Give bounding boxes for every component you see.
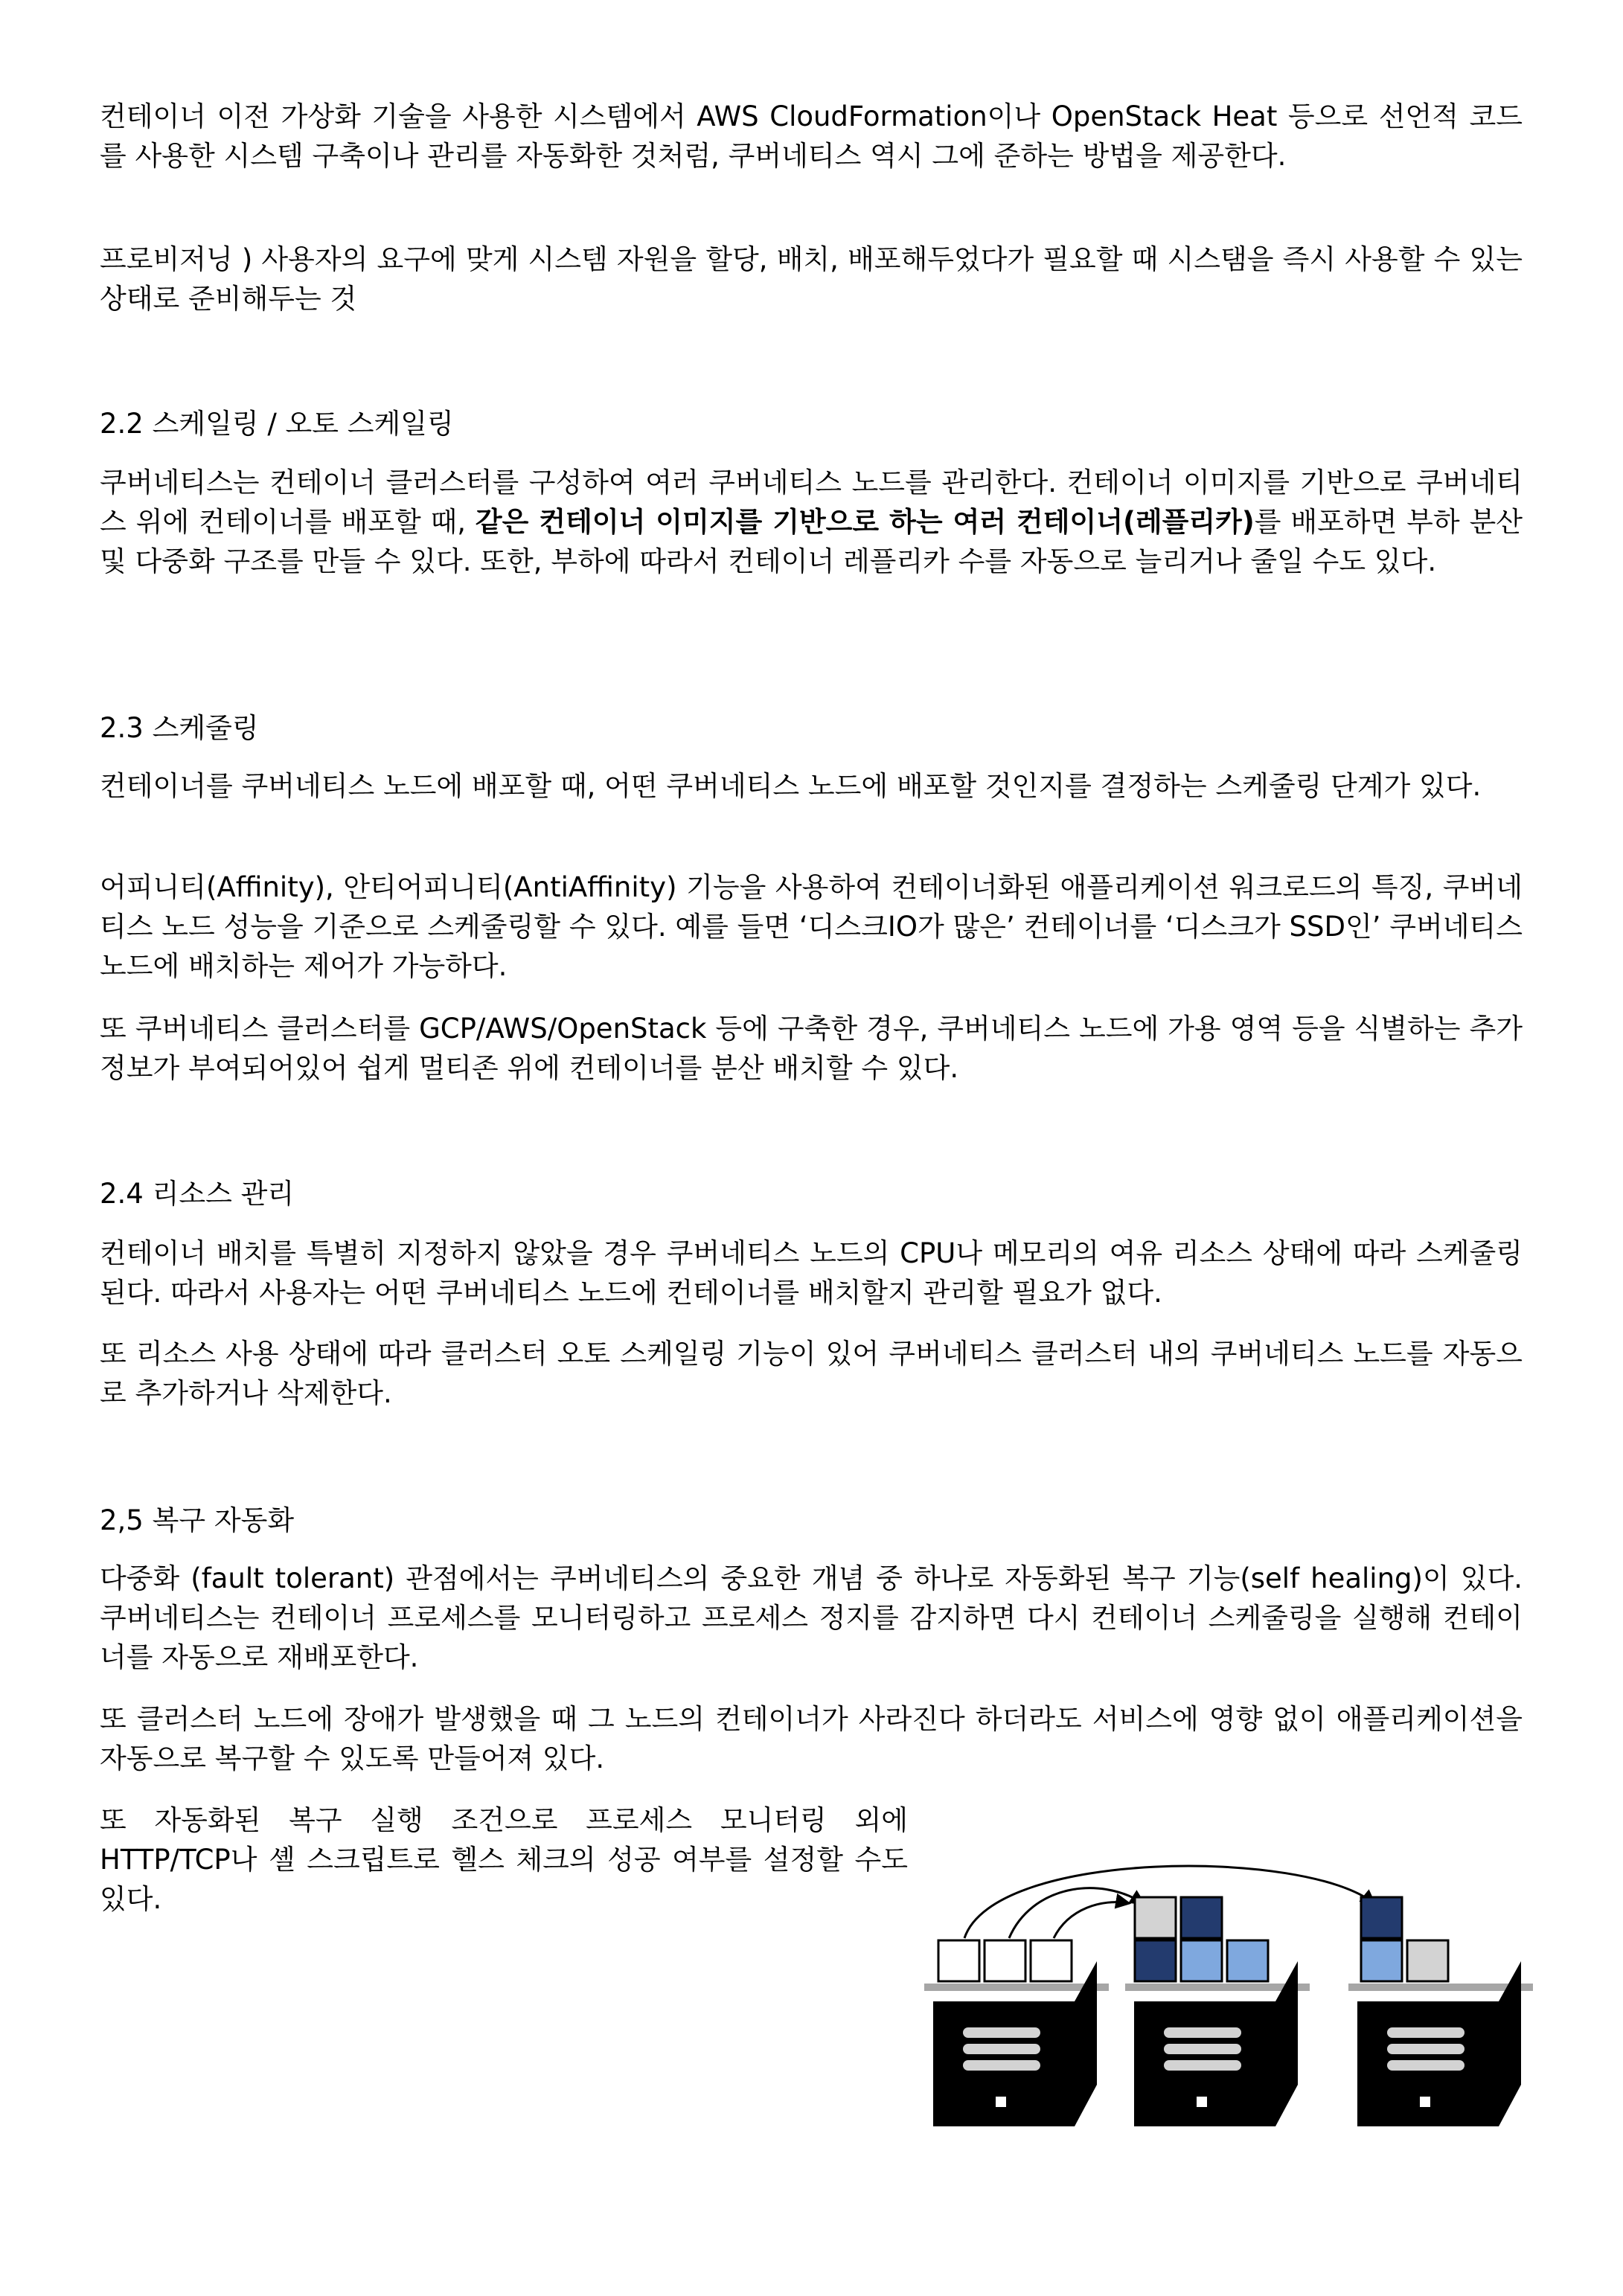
section-2-3-heading: 2.3 스케줄링 bbox=[100, 712, 259, 744]
container-box bbox=[1181, 1897, 1222, 1938]
self-healing-diagram bbox=[920, 1860, 1545, 2158]
container-box bbox=[1407, 1940, 1448, 1981]
container-box bbox=[1181, 1940, 1222, 1981]
container-box bbox=[1227, 1940, 1268, 1981]
container-box bbox=[1135, 1940, 1176, 1981]
intro-paragraph-1: 컨테이너 이전 가상화 기술을 사용한 시스템에서 AWS CloudFormation이나 OpenStack Heat 등으로 선언적 코드를 사용한 시스템 구축이나 관리를 자동화한 것처럼, 쿠버네티스 역시 그에 준하는 방법을 제공한다. bbox=[100, 100, 1523, 172]
section-2-3-paragraph-3: 또 쿠버네티스 클러스터를 GCP/AWS/OpenStack 등에 구축한 경우, 쿠버네티스 노드에 가용 영역 등을 식별하는 추가 정보가 부여되어있어 쉽게 멀티존 위에 컨테이너를 분산 배치할 수 있다. bbox=[100, 1013, 1523, 1084]
section-2-2-heading: 2.2 스케일링 / 오토 스케일링 bbox=[100, 408, 454, 440]
reschedule-arrow bbox=[1054, 1902, 1128, 1938]
section-2-4-heading: 2.4 리소스 관리 bbox=[100, 1178, 295, 1210]
section-2-5-paragraph-1: 다중화 (fault tolerant) 관점에서는 쿠버네티스의 중요한 개념 중 하나로 자동화된 복구 기능(self healing)이 있다. 쿠버네티스는 컨테이너 프로세스를 모니터링하고 프로세스 정지를 감지하면 다시 컨테이너 스케줄링을 실행해 컨테이너를 자동으로 재배포한다. bbox=[100, 1562, 1523, 1673]
section-2-3-paragraph-2: 어피니티(Affinity), 안티어피니티(AntiAffinity) 기능을 사용하여 컨테이너화된 애플리케이션 워크로드의 특징, 쿠버네티스 노드 성능을 기준으로 스케줄링할 수 있다. 예를 들면 ‘디스크IO가 많은’ 컨테이너를 ‘디스크가 SSD인’ 쿠버네티스 노드에 배치하는 제어가 가능하다. bbox=[100, 871, 1523, 982]
container-box bbox=[1135, 1897, 1176, 1938]
section-2-5-heading: 2,5 복구 자동화 bbox=[100, 1504, 295, 1536]
container-box bbox=[985, 1940, 1025, 1981]
bold-emphasis: 같은 컨테이너 이미지를 기반으로 하는 여러 컨테이너(레플리카) bbox=[475, 506, 1255, 538]
server-node bbox=[1125, 1961, 1310, 2126]
section-2-2-paragraph bbox=[100, 463, 1523, 581]
section-2-4-paragraph-2: 또 리소스 사용 상태에 따라 클러스터 오토 스케일링 기능이 있어 쿠버네티스 클러스터 내의 쿠버네티스 노드를 자동으로 추가하거나 삭제한다. bbox=[100, 1338, 1523, 1409]
text-span: 쿠버네티스는 컨테이너 클러스터를 구성하여 여러 쿠버네티스 노드를 관리한다. 컨테이너 이미지를 기반으로 쿠버네티스 위에 컨테이너를 배포할 때, bbox=[100, 466, 1523, 538]
container-box bbox=[938, 1940, 979, 1981]
section-2-5-paragraph-3: 또 자동화된 복구 실행 조건으로 프로세스 모니터링 외에 HTTP/TCP나 셸 스크립트로 헬스 체크의 성공 여부를 설정할 수도 있다. bbox=[100, 1804, 908, 1915]
section-2-4-paragraph-1: 컨테이너 배치를 특별히 지정하지 않았을 경우 쿠버네티스 노드의 CPU나 메모리의 여유 리소스 상태에 따라 스케줄링된다. 따라서 사용자는 어떤 쿠버네티스 노드에 컨테이너를 배치할지 관리할 필요가 없다. bbox=[100, 1237, 1523, 1309]
container-box bbox=[1031, 1940, 1072, 1981]
container-box bbox=[1361, 1897, 1402, 1938]
section-2-5-paragraph-2: 또 클러스터 노드에 장애가 발생했을 때 그 노드의 컨테이너가 사라진다 하더라도 서비스에 영향 없이 애플리케이션을 자동으로 복구할 수 있도록 만들어져 있다. bbox=[100, 1703, 1523, 1774]
server-node bbox=[1348, 1961, 1533, 2126]
server-node bbox=[924, 1961, 1109, 2126]
provisioning-note: 프로비저닝 ) 사용자의 요구에 맞게 시스템 자원을 할당, 배치, 배포해두었다가 필요할 때 시스탬을 즉시 사용할 수 있는 상태로 준비해두는 것 bbox=[100, 243, 1523, 315]
text-span: 를 배포하면 부하 분산 및 다중화 구조를 만들 수 있다. 또한, 부하에 따라서 컨테이너 레플리카 수를 자동으로 늘리거나 줄일 수도 있다. bbox=[100, 506, 1523, 577]
container-box bbox=[1361, 1940, 1402, 1981]
section-2-3-paragraph-1: 컨테이너를 쿠버네티스 노드에 배포할 때, 어떤 쿠버네티스 노드에 배포할 것인지를 결정하는 스케줄링 단계가 있다. bbox=[100, 770, 1482, 802]
